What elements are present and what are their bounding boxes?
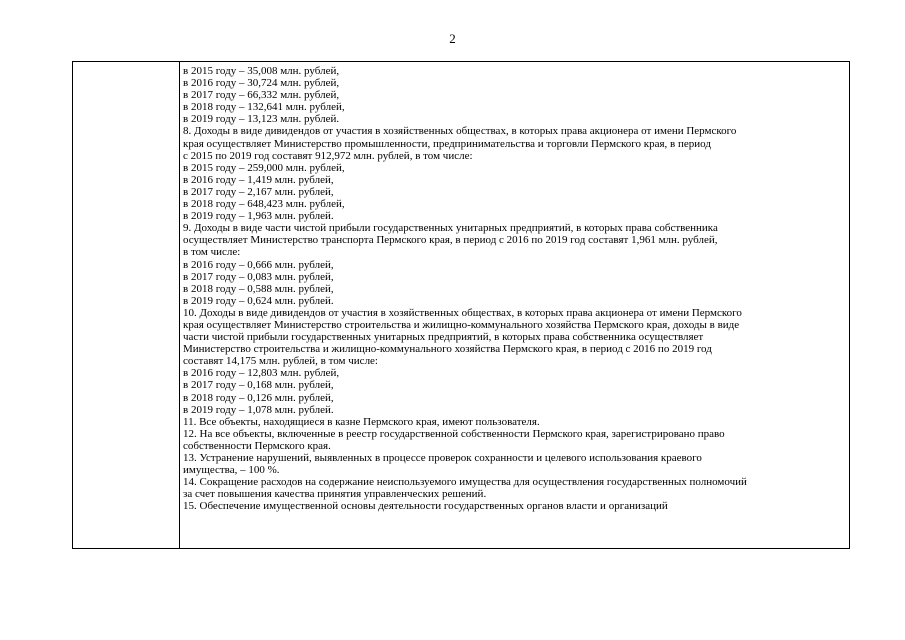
text-line: в 2018 году – 0,588 млн. рублей, <box>183 282 334 295</box>
text-line: 11. Все объекты, находящиеся в казне Пермского края, имеют пользователя. <box>183 415 540 428</box>
text-line: в 2016 году – 0,666 млн. рублей, <box>183 258 334 271</box>
table-right-column <box>180 62 849 548</box>
text-line: имущества, – 100 %. <box>183 464 280 477</box>
text-line: в 2016 году – 1,419 млн. рублей, <box>183 173 334 186</box>
text-line: в том числе: <box>183 246 241 259</box>
page-number: 2 <box>449 31 456 46</box>
text-line: 15. Обеспечение имущественной основы деятельности государственных органов власти и организаций <box>183 500 668 513</box>
text-line: 13. Устранение нарушений, выявленных в процессе проверок сохранности и целевого использования краевого <box>183 452 702 464</box>
text-line: в 2017 году – 0,168 млн. рублей, <box>183 379 334 392</box>
text-line: в 2019 году – 1,963 млн. рублей. <box>183 210 334 223</box>
text-line: в 2018 году – 132,641 млн. рублей, <box>183 101 345 114</box>
document-table <box>72 61 850 549</box>
text-line: в 2019 году – 1,078 млн. рублей. <box>183 403 334 416</box>
text-line: 8. Доходы в виде дивидендов от участия в хозяйственных обществах, в которых права акционера от имени Пермского <box>183 125 737 138</box>
text-line: 14. Сокращение расходов на содержание неиспользуемого имущества для осуществления государственных полномочий <box>183 476 747 489</box>
text-line: в 2018 году – 648,423 млн. рублей, <box>183 198 345 211</box>
text-line: края осуществляет Министерство строительства и жилищно-коммунального хозяйства Пермского края, доходы в виде <box>183 318 740 331</box>
text-line: в 2017 году – 66,332 млн. рублей, <box>183 89 340 102</box>
text-line: в 2018 году – 0,126 млн. рублей, <box>183 391 334 404</box>
text-line: в 2017 году – 0,083 млн. рублей, <box>183 270 334 283</box>
table-left-column <box>73 62 180 548</box>
text-line: с 2015 по 2019 год составят 912,972 млн. рублей, в том числе: <box>183 149 473 162</box>
text-line: собственности Пермского края. <box>183 439 331 452</box>
text-line: 9. Доходы в виде части чистой прибыли государственных унитарных предприятий, в которых права собственника <box>183 222 718 235</box>
text-line: в 2015 году – 35,008 млн. рублей, <box>183 65 340 77</box>
text-line: края осуществляет Министерство промышленности, предпринимательства и торговли Пермского края, в период <box>183 137 711 150</box>
text-line: Министерство строительства и жилищно-коммунального хозяйства Пермского края, в период с 2016 по 2019 год <box>183 343 712 356</box>
text-line: в 2017 году – 2,167 млн. рублей, <box>183 185 334 198</box>
text-line: осуществляет Министерство транспорта Пермского края, в период с 2016 по 2019 год составят 1,961 млн. рублей, <box>183 234 718 247</box>
text-line: 12. На все объекты, включенные в реестр государственной собственности Пермского края, зарегистрировано право <box>183 427 725 440</box>
text-line: части чистой прибыли государственных унитарных предприятий, в которых права собственника осуществляет <box>183 331 704 344</box>
text-line: в 2016 году – 30,724 млн. рублей, <box>183 77 340 90</box>
text-line: в 2019 году – 13,123 млн. рублей. <box>183 113 340 126</box>
text-line: в 2015 году – 259,000 млн. рублей, <box>183 161 345 174</box>
text-line: в 2016 году – 12,803 млн. рублей, <box>183 367 340 380</box>
text-line: составят 14,175 млн. рублей, в том числе: <box>183 355 378 368</box>
text-line: в 2019 году – 0,624 млн. рублей. <box>183 294 334 307</box>
text-line: за счет повышения качества принятия управленческих решений. <box>183 488 487 501</box>
text-line: 10. Доходы в виде дивидендов от участия в хозяйственных обществах, в которых права акционера от имени Пермского <box>183 306 742 319</box>
